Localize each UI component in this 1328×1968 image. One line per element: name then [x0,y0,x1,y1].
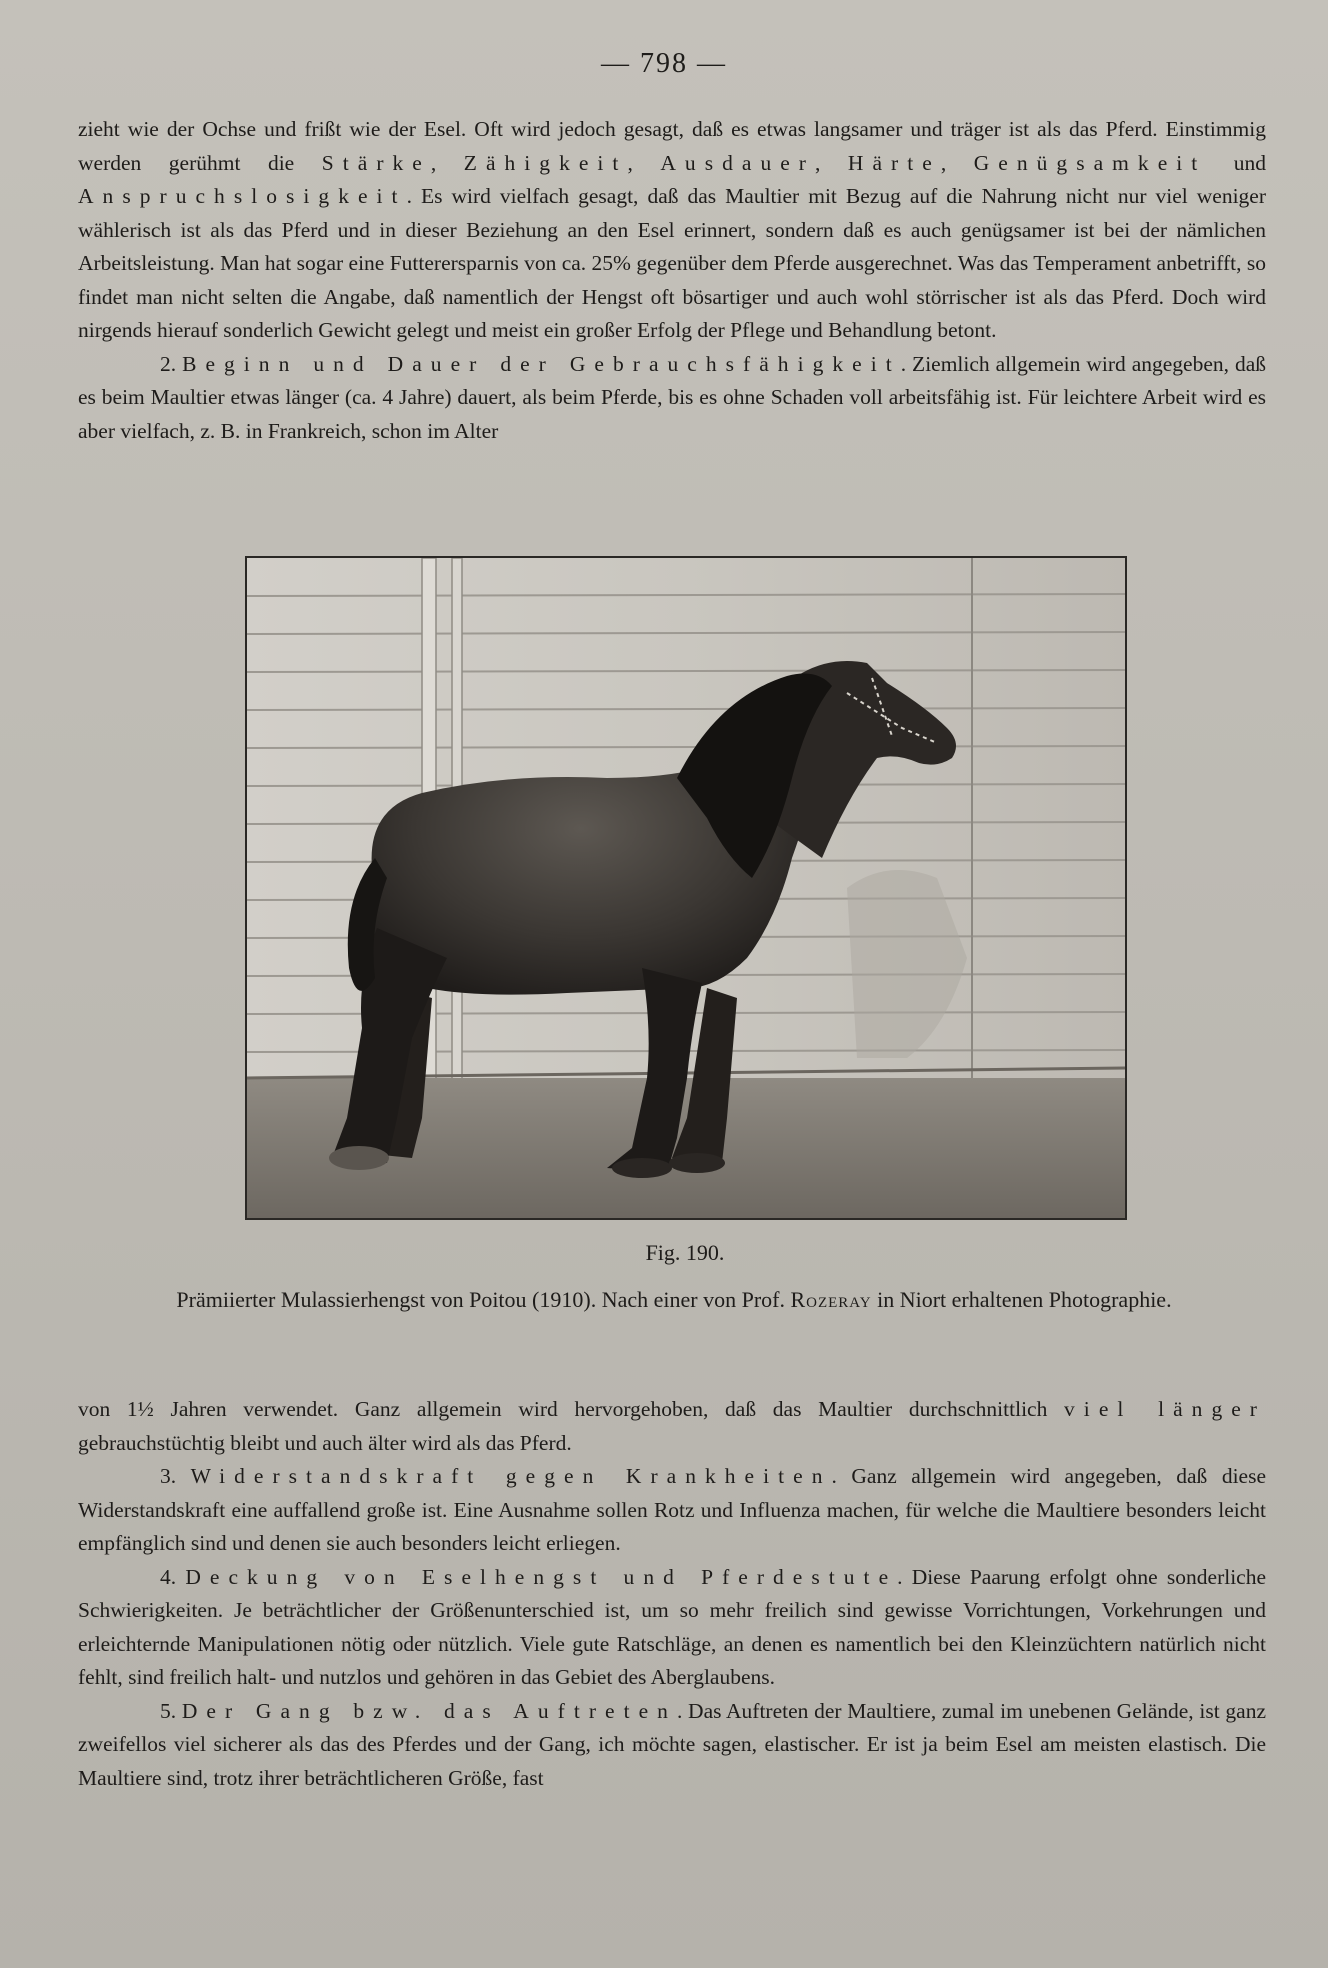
text-run: , [940,150,974,175]
text-block-bottom [78,1393,1266,1795]
text-block-top [78,113,1266,448]
paragraph [78,1393,1266,1460]
spaced-emphasis: Zähigkeit [463,150,628,175]
caption-name: Rozeray [790,1287,872,1312]
paragraph [78,1561,1266,1695]
spaced-emphasis: Deckung von Eselhengst und Pferdestute [185,1564,898,1589]
text-run: und [1206,150,1267,175]
figure-caption [84,1283,1264,1317]
paragraph [78,348,1266,449]
spaced-emphasis: Genügsamkeit [973,150,1207,175]
spaced-emphasis: Härte [847,150,941,175]
paragraph [78,1460,1266,1561]
spaced-emphasis: Widerstandskraft gegen Krankheiten [190,1464,832,1488]
spaced-emphasis: Anspruchslosigkeit [78,184,407,208]
text-run: von 1½ Jahren verwendet. Ganz allgemein wird hervorgehoben, daß das Maultier durchschnittlich [78,1397,1065,1421]
text-run: . Das Auftreten der Maultiere, zumal im unebenen Gelände, ist ganz zweifellos viel sicherer als das des Pferdes und der Gang, ich möchte sagen, elastischer. Er ist ja beim Esel am meisten elastisch. Die Maultiere sind, trotz ihrer beträchtlicheren Größe, fast [78,1698,1266,1790]
spaced-emphasis: Beginn und Dauer der Gebrauchsfähigkeit [182,351,901,376]
text-run: . Ziemlich allgemein wird angegeben, daß es beim Maultier etwas länger (ca. 4 Jahre) dauert, als beim Pferde, bis es ohne Schaden voll arbeitsfähig ist. Für leichtere Arbeit wird es aber vielfach, z. B. in Frankreich, schon im Alter [78,351,1266,443]
text-run: 3. [160,1464,191,1488]
spaced-emphasis: Der Gang bzw. das Auftreten [181,1698,677,1723]
paragraph [78,113,1266,348]
text-run: 5. [160,1698,182,1723]
caption-text: Prämiierter Mulassierhengst von Poitou (1910). Nach einer von Prof. [176,1287,791,1312]
figure-label: Fig. 190. [645,1240,725,1265]
text-run: . Diese Paarung erfolgt ohne sonderliche Schwierigkeiten. Je beträchtlicher der Größenunterschied ist, um so mehr freilich sind gewisse Vorrichtungen, Vorkehrungen und erleichternde Manipulationen nötig oder nützlich. Viele gute Ratschläge, an denen es namentlich bei den Kleinzüchtern natürlich nicht fehlt, sind freilich halt- und nutzlos und gehören in das Gebiet des Aberglaubens. [78,1564,1267,1689]
text-run: 4. [160,1564,186,1589]
figure-photo-horse [245,556,1127,1220]
text-run: , [627,150,661,175]
text-run: , [430,150,464,175]
text-run: gebrauchstüchtig bleibt und auch älter wird als das Pferd. [78,1430,572,1455]
horse-photograph [247,558,1125,1218]
text-run: , [815,150,848,175]
text-run: zieht wie der Ochse und frißt wie der Esel. Oft wird jedoch gesagt, daß es etwas langsamer und träger ist als das Pferd. Einstimmig werden gerühmt die [78,117,1266,175]
spaced-emphasis: Ausdauer [660,150,815,175]
text-run: 2. [160,351,183,376]
text-run: . Ganz allgemein wird angegeben, daß diese Widerstandskraft eine auffallend große ist. Eine Ausnahme sollen Rotz und Influenza machen, für welche die Maultiere besonders leicht empfänglich sind und denen sie auch besonders leicht erliegen. [78,1464,1267,1555]
caption-text: in Niort erhaltenen Photographie. [871,1287,1172,1312]
spaced-emphasis: Stärke [321,150,431,175]
paragraph [78,1695,1266,1796]
text-run: . Es wird vielfach gesagt, daß das Maultier mit Bezug auf die Nahrung nicht nur viel weniger wählerisch ist als das Pferd und in dieser Beziehung an den Esel erinnert, sondern daß es auch genügsamer ist bei der nämlichen Arbeitsleistung. Man hat sogar eine Futterersparnis von ca. 25% gegenüber dem Pferde ausgerechnet. Was das Temperament anbetrifft, so findet man nicht selten die Angabe, daß namentlich der Hengst oft bösartiger und auch wohl störrischer ist als das Pferd. Doch wird nirgends hierauf sonderlich Gewicht gelegt und meist ein großer Erfolg der Pflege und Behandlung betont. [78,184,1266,342]
page-number: — 798 — [601,48,727,79]
spaced-emphasis: viel länger [1064,1397,1266,1421]
